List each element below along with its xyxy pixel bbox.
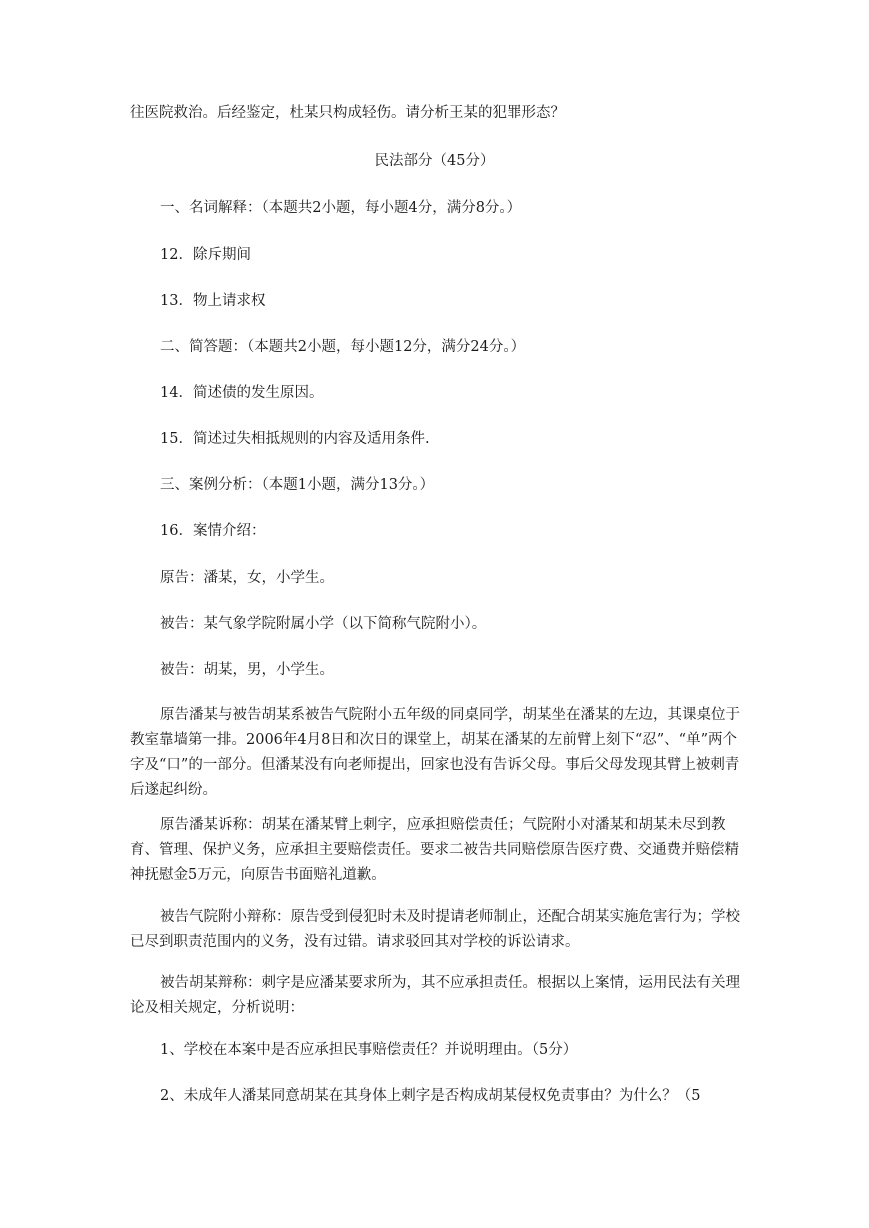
plaintiff-claim: 原告潘某诉称：胡某在潘某臂上刺字，应承担赔偿责任；气院附小对潘某和胡某未尽到教育、管理、保护义务，应承担主要赔偿责任。要求二被告共同赔偿原告医疗费、交通费并赔偿精神抚慰金5万元，向原告书面赔礼道歉。	[130, 817, 739, 883]
school-defense: 被告气院附小辩称：原告受到侵犯时未及时提请老师制止，还配合胡某实施危害行为；学校已尽到职责范围内的义务，没有过错。请求驳回其对学校的诉讼请求。	[130, 909, 740, 950]
question-15: 15．简述过失相抵规则的内容及适用条件.	[160, 431, 430, 447]
hu-defense: 被告胡某辩称：刺字是应潘某要求所为，其不应承担责任。根据以上案情，运用民法有关理论及相关规定，分析说明：	[130, 975, 740, 1016]
question-12: 12．除斥期间	[160, 247, 251, 263]
question-16: 16．案情介绍：	[160, 523, 266, 539]
part2-heading: 二、简答题：（本题共2小题，每小题12分，满分24分。）	[160, 339, 526, 355]
part1-heading: 一、名词解释：（本题共2小题，每小题4分，满分8分。）	[160, 200, 522, 216]
plaintiff-line: 原告：潘某，女，小学生。	[160, 570, 334, 586]
question-14: 14．简述债的发生原因。	[160, 385, 324, 401]
defendant1-line: 被告：某气象学院附属小学（以下简称气院附小）。	[160, 616, 487, 632]
sub-question-2: 2、未成年人潘某同意胡某在其身体上刺字是否构成胡某侵权免责事由？为什么？（5	[160, 1088, 701, 1104]
case-facts: 原告潘某与被告胡某系被告气院附小五年级的同桌同学，胡某坐在潘某的左边，其课桌位于教室靠墙第一排。2006年4月8日和次日的课堂上，胡某在潘某的左前臂上刻下“忍”、“单”两个字及“口”的一部分。但潘某没有向老师提出，回家也没有告诉父母。事后父母发现其臂上被刺青后遂起纠纷。	[130, 707, 740, 798]
intro-continuation: 往医院救治。后经鉴定，杜某只构成轻伤。请分析王某的犯罪形态？	[130, 105, 565, 121]
part3-heading: 三、案例分析：（本题1小题，满分13分。）	[160, 477, 435, 493]
question-13: 13．物上请求权	[160, 293, 266, 309]
defendant2-line: 被告：胡某，男，小学生。	[160, 662, 334, 678]
section-title: 民法部分（45分）	[374, 153, 495, 169]
sub-question-1: 1、学校在本案中是否应承担民事赔偿责任？并说明理由。（5分）	[160, 1042, 578, 1058]
